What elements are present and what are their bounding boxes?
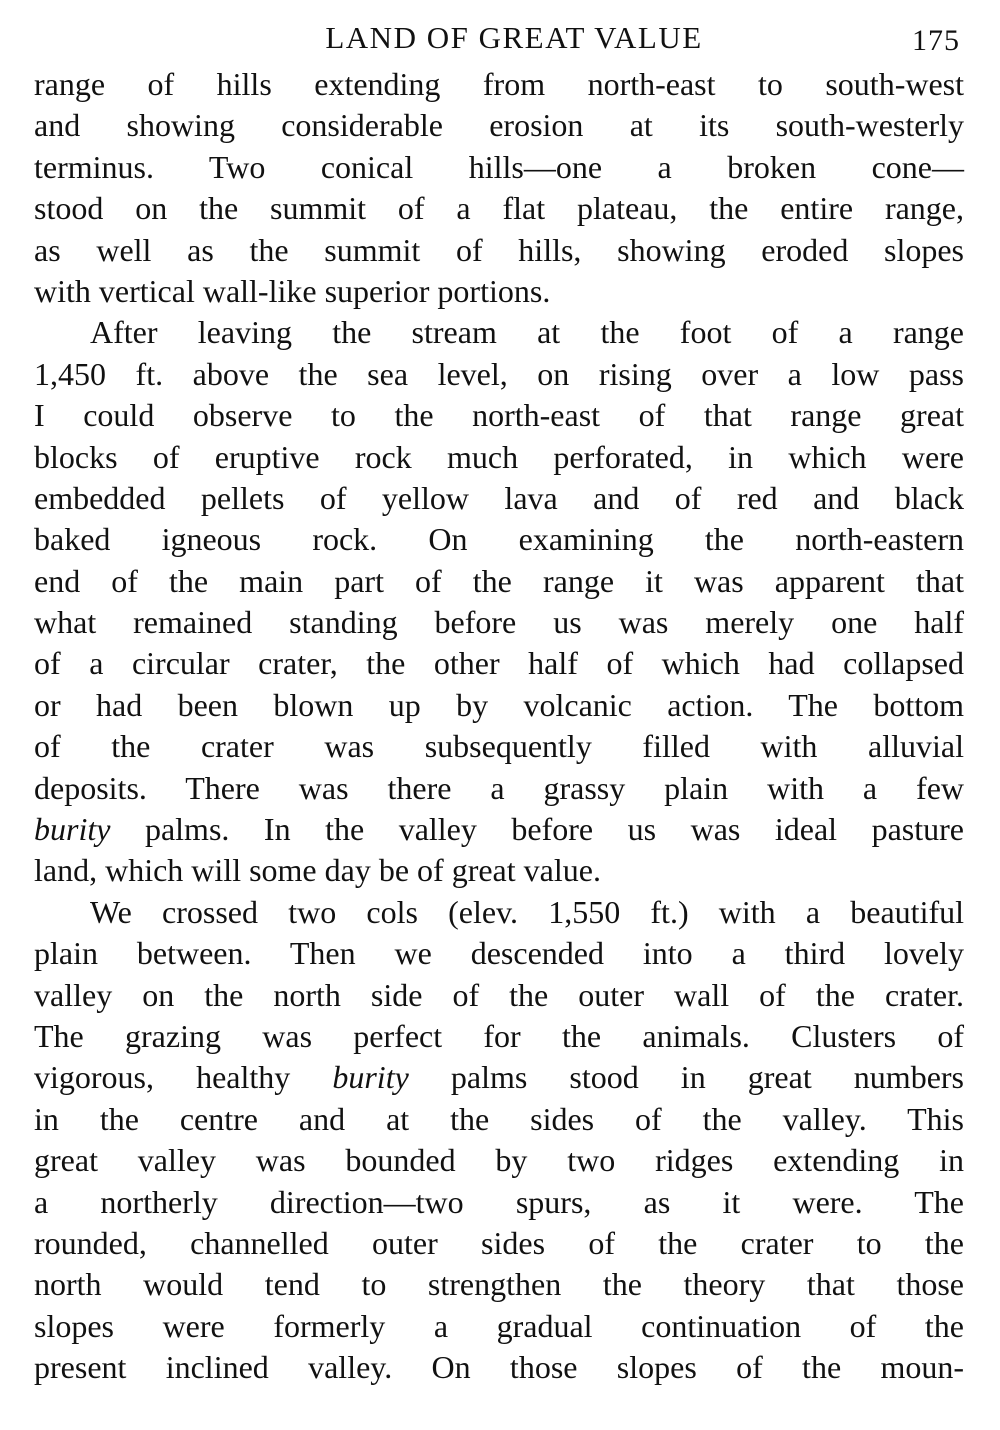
- paragraph-2: [34, 312, 964, 891]
- text-line: end of the main part of the range it was apparent that: [34, 562, 964, 599]
- text-line: present inclined valley. On those slopes of the moun-: [34, 1349, 964, 1386]
- text-line: in the centre and at the sides of the valley. This: [34, 1100, 964, 1137]
- text-line: valley on the north side of the outer wall of the crater.: [34, 976, 964, 1013]
- text-line: with vertical wall-like superior portions.: [34, 272, 551, 309]
- text-line: of the crater was subsequently filled with alluvial: [34, 728, 964, 765]
- page-number: 175: [912, 24, 960, 57]
- text-line: of a circular crater, the other half of which had collapsed: [34, 645, 964, 682]
- text-line: baked igneous rock. On examining the north-eastern: [34, 521, 964, 558]
- text-line: After leaving the stream at the foot of a range: [90, 314, 964, 351]
- text-line: as well as the summit of hills, showing eroded slopes: [34, 231, 964, 268]
- text-line: land, which will some day be of great value.: [34, 852, 601, 889]
- text-line: a northerly direction—two spurs, as it were. The: [34, 1183, 964, 1220]
- text-line: embedded pellets of yellow lava and of red and black: [34, 479, 964, 516]
- text-line: great valley was bounded by two ridges extending in: [34, 1142, 964, 1179]
- text-line: I could observe to the north-east of that range great: [34, 397, 964, 434]
- text-line: 1,450 ft. above the sea level, on rising over a low pass: [34, 355, 964, 392]
- text-line: and showing considerable erosion at its south-westerly: [34, 107, 964, 144]
- text-line: north would tend to strengthen the theory that those: [34, 1266, 964, 1303]
- running-title: LAND OF GREAT VALUE: [325, 20, 703, 55]
- text-line: stood on the summit of a flat plateau, the entire range,: [34, 190, 964, 227]
- text-line: The grazing was perfect for the animals. Clusters of: [34, 1017, 964, 1054]
- text-line: terminus. Two conical hills—one a broken cone—: [34, 148, 964, 185]
- text-line: or had been blown up by volcanic action. The bottom: [34, 686, 964, 723]
- text-line: We crossed two cols (elev. 1,550 ft.) with a beautiful: [90, 893, 964, 930]
- text-line: blocks of eruptive rock much perforated, in which were: [34, 438, 964, 475]
- text-line: deposits. There was there a grassy plain with a few: [34, 769, 964, 806]
- text-line: rounded, channelled outer sides of the crater to the: [34, 1224, 964, 1261]
- italic-term: burity: [332, 1059, 409, 1096]
- text-line: range of hills extending from north-east to south-west: [34, 66, 964, 102]
- paragraph-3: [34, 892, 964, 1389]
- text-line: vigorous, healthy burity palms stood in great numbers: [34, 1059, 964, 1096]
- paragraph-1: [34, 64, 964, 312]
- text-line: slopes were formerly a gradual continuation of the: [34, 1307, 964, 1344]
- book-page: [34, 14, 964, 1389]
- body-text: [34, 64, 964, 1389]
- running-head: [34, 14, 964, 64]
- text-line: what remained standing before us was merely one half: [34, 604, 964, 641]
- text-line: burity palms. In the valley before us was ideal pasture: [34, 811, 964, 848]
- italic-term: burity: [34, 811, 111, 848]
- text-line: plain between. Then we descended into a third lovely: [34, 935, 964, 972]
